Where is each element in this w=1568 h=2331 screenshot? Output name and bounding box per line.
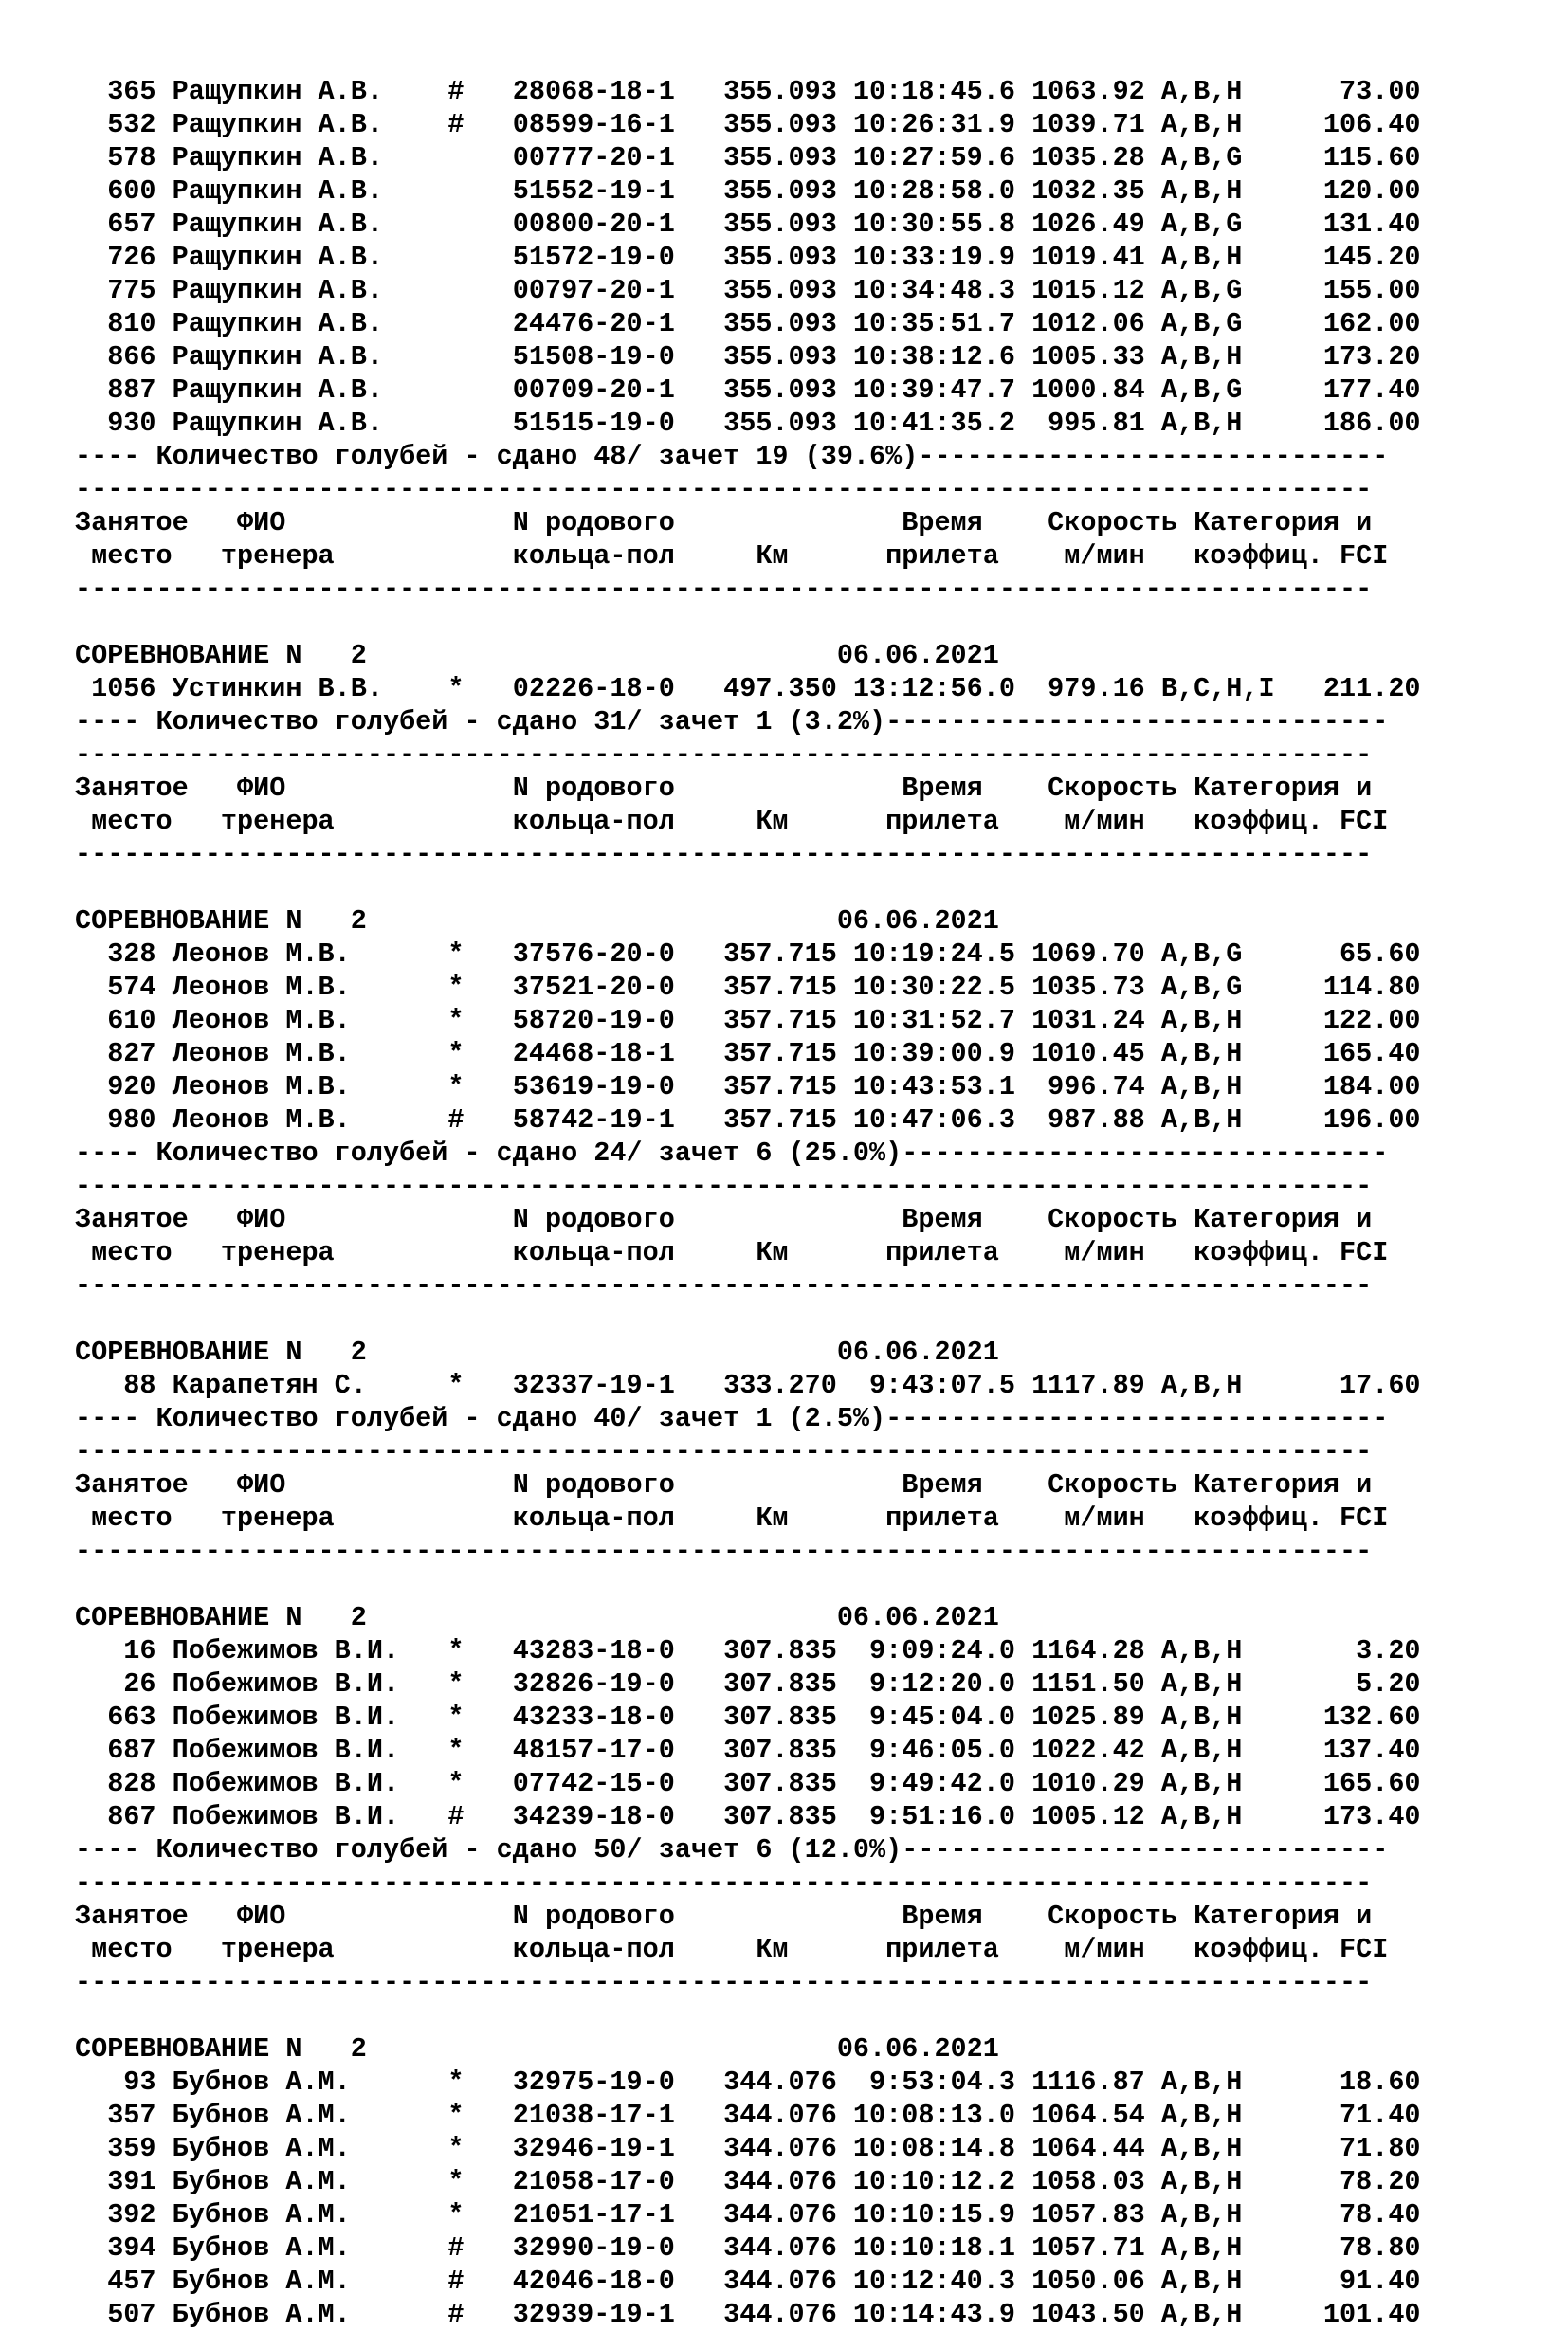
blank-line <box>75 1568 1421 1601</box>
result-row: 394 Бубнов А.М. # 32990-19-0 344.076 10:10:18.1 1057.71 A,B,H 78.80 <box>75 2232 1421 2264</box>
separator-line: -------------------------------------------------------------------------------- <box>75 1536 1373 1567</box>
competition-title: СОРЕВНОВАНИЕ N 2 06.06.2021 <box>75 905 999 937</box>
result-row: 328 Леонов М.В. * 37576-20-0 357.715 10:19:24.5 1069.70 A,B,G 65.60 <box>75 938 1421 970</box>
summary-line: ---- Количество голубей - сдано 48/ зачет 19 (39.6%)----------------------------- <box>75 441 1389 472</box>
result-row: 357 Бубнов А.М. * 21038-17-1 344.076 10:08:13.0 1064.54 A,B,H 71.40 <box>75 2100 1421 2131</box>
result-row: 16 Побежимов В.И. * 43283-18-0 307.835 9:09:24.0 1164.28 A,B,H 3.20 <box>75 1635 1421 1666</box>
summary-line: ---- Количество голубей - сдано 31/ зачет 1 (3.2%)------------------------------- <box>75 706 1389 738</box>
blank-line <box>75 606 1421 639</box>
result-row: 457 Бубнов А.М. # 42046-18-0 344.076 10:12:40.3 1050.06 A,B,H 91.40 <box>75 2266 1421 2297</box>
results-document <box>75 75 1421 2331</box>
result-row: 867 Побежимов В.И. # 34239-18-0 307.835 9:51:16.0 1005.12 A,B,H 173.40 <box>75 1801 1421 1832</box>
result-row: 578 Ращупкин А.В. 00777-20-1 355.093 10:27:59.6 1035.28 A,B,G 115.60 <box>75 142 1421 173</box>
competition-title: СОРЕВНОВАНИЕ N 2 06.06.2021 <box>75 1602 999 1633</box>
separator-line: -------------------------------------------------------------------------------- <box>75 1436 1373 1467</box>
result-row: 827 Леонов М.В. * 24468-18-1 357.715 10:39:00.9 1010.45 A,B,H 165.40 <box>75 1038 1421 1069</box>
separator-line: -------------------------------------------------------------------------------- <box>75 1270 1373 1302</box>
blank-line <box>75 1999 1421 2032</box>
result-row: 392 Бубнов А.М. * 21051-17-1 344.076 10:10:15.9 1057.83 A,B,H 78.40 <box>75 2199 1421 2231</box>
table-header-line1: Занятое ФИО N родового Время Скорость Категория и <box>75 1901 1373 1932</box>
separator-line: -------------------------------------------------------------------------------- <box>75 1171 1373 1202</box>
separator-line: -------------------------------------------------------------------------------- <box>75 1867 1373 1899</box>
result-row: 828 Побежимов В.И. * 07742-15-0 307.835 9:49:42.0 1010.29 A,B,H 165.60 <box>75 1768 1421 1799</box>
separator-line: -------------------------------------------------------------------------------- <box>75 739 1373 771</box>
result-row: 775 Ращупкин А.В. 00797-20-1 355.093 10:34:48.3 1015.12 A,B,G 155.00 <box>75 275 1421 306</box>
result-row: 610 Леонов М.В. * 58720-19-0 357.715 10:31:52.7 1031.24 A,B,H 122.00 <box>75 1005 1421 1036</box>
result-row: 657 Ращупкин А.В. 00800-20-1 355.093 10:30:55.8 1026.49 A,B,G 131.40 <box>75 209 1421 240</box>
blank-line <box>75 871 1421 904</box>
table-header-line2: место тренера кольца-пол Км прилета м/мин коэффиц. FCI <box>75 1502 1389 1534</box>
table-header-line2: место тренера кольца-пол Км прилета м/мин коэффиц. FCI <box>75 1934 1389 1965</box>
result-row: 980 Леонов М.В. # 58742-19-1 357.715 10:47:06.3 987.88 A,B,H 196.00 <box>75 1104 1421 1136</box>
result-row: 866 Ращупкин А.В. 51508-19-0 355.093 10:38:12.6 1005.33 A,B,H 173.20 <box>75 341 1421 373</box>
summary-line: ---- Количество голубей - сдано 50/ зачет 6 (12.0%)------------------------------ <box>75 1834 1389 1866</box>
result-row: 1056 Устинкин В.В. * 02226-18-0 497.350 13:12:56.0 979.16 B,C,H,I 211.20 <box>75 673 1421 704</box>
separator-line: -------------------------------------------------------------------------------- <box>75 474 1373 505</box>
table-header-line2: место тренера кольца-пол Км прилета м/мин коэффиц. FCI <box>75 1237 1389 1268</box>
table-header-line1: Занятое ФИО N родового Время Скорость Категория и <box>75 773 1373 804</box>
separator-line: -------------------------------------------------------------------------------- <box>75 1967 1373 1998</box>
summary-line: ---- Количество голубей - сдано 24/ зачет 6 (25.0%)------------------------------ <box>75 1138 1389 1169</box>
table-header-line2: место тренера кольца-пол Км прилета м/мин коэффиц. FCI <box>75 806 1389 837</box>
result-row: 920 Леонов М.В. * 53619-19-0 357.715 10:43:53.1 996.74 A,B,H 184.00 <box>75 1071 1421 1102</box>
result-row: 93 Бубнов А.М. * 32975-19-0 344.076 9:53:04.3 1116.87 A,B,H 18.60 <box>75 2067 1421 2098</box>
table-header-line2: место тренера кольца-пол Км прилета м/мин коэффиц. FCI <box>75 540 1389 572</box>
result-row: 574 Леонов М.В. * 37521-20-0 357.715 10:30:22.5 1035.73 A,B,G 114.80 <box>75 972 1421 1003</box>
result-row: 532 Ращупкин А.В. # 08599-16-1 355.093 10:26:31.9 1039.71 A,B,H 106.40 <box>75 109 1421 140</box>
result-row: 663 Побежимов В.И. * 43233-18-0 307.835 9:45:04.0 1025.89 A,B,H 132.60 <box>75 1702 1421 1733</box>
result-row: 930 Ращупкин А.В. 51515-19-0 355.093 10:41:35.2 995.81 A,B,H 186.00 <box>75 408 1421 439</box>
separator-line: -------------------------------------------------------------------------------- <box>75 574 1373 605</box>
summary-line: ---- Количество голубей - сдано 40/ зачет 1 (2.5%)------------------------------- <box>75 1403 1389 1434</box>
result-row: 88 Карапетян С. * 32337-19-1 333.270 9:43:07.5 1117.89 A,B,H 17.60 <box>75 1370 1421 1401</box>
result-row: 687 Побежимов В.И. * 48157-17-0 307.835 9:46:05.0 1022.42 A,B,H 137.40 <box>75 1735 1421 1766</box>
competition-title: СОРЕВНОВАНИЕ N 2 06.06.2021 <box>75 2033 999 2065</box>
result-row: 26 Побежимов В.И. * 32826-19-0 307.835 9:12:20.0 1151.50 A,B,H 5.20 <box>75 1668 1421 1700</box>
table-header-line1: Занятое ФИО N родового Время Скорость Категория и <box>75 1469 1373 1501</box>
table-header-line1: Занятое ФИО N родового Время Скорость Категория и <box>75 507 1373 538</box>
separator-line: -------------------------------------------------------------------------------- <box>75 839 1373 870</box>
competition-title: СОРЕВНОВАНИЕ N 2 06.06.2021 <box>75 1337 999 1368</box>
result-row: 507 Бубнов А.М. # 32939-19-1 344.076 10:14:43.9 1043.50 A,B,H 101.40 <box>75 2299 1421 2330</box>
result-row: 391 Бубнов А.М. * 21058-17-0 344.076 10:10:12.2 1058.03 A,B,H 78.20 <box>75 2166 1421 2197</box>
result-row: 600 Ращупкин А.В. 51552-19-1 355.093 10:28:58.0 1032.35 A,B,H 120.00 <box>75 175 1421 207</box>
result-row: 359 Бубнов А.М. * 32946-19-1 344.076 10:08:14.8 1064.44 A,B,H 71.80 <box>75 2133 1421 2164</box>
blank-line <box>75 1302 1421 1336</box>
table-header-line1: Занятое ФИО N родового Время Скорость Категория и <box>75 1204 1373 1235</box>
result-row: 810 Ращупкин А.В. 24476-20-1 355.093 10:35:51.7 1012.06 A,B,G 162.00 <box>75 308 1421 339</box>
competition-title: СОРЕВНОВАНИЕ N 2 06.06.2021 <box>75 640 999 671</box>
result-row: 365 Ращупкин А.В. # 28068-18-1 355.093 10:18:45.6 1063.92 A,B,H 73.00 <box>75 76 1421 107</box>
result-row: 887 Ращупкин А.В. 00709-20-1 355.093 10:39:47.7 1000.84 A,B,G 177.40 <box>75 374 1421 406</box>
result-row: 726 Ращупкин А.В. 51572-19-0 355.093 10:33:19.9 1019.41 A,B,H 145.20 <box>75 242 1421 273</box>
